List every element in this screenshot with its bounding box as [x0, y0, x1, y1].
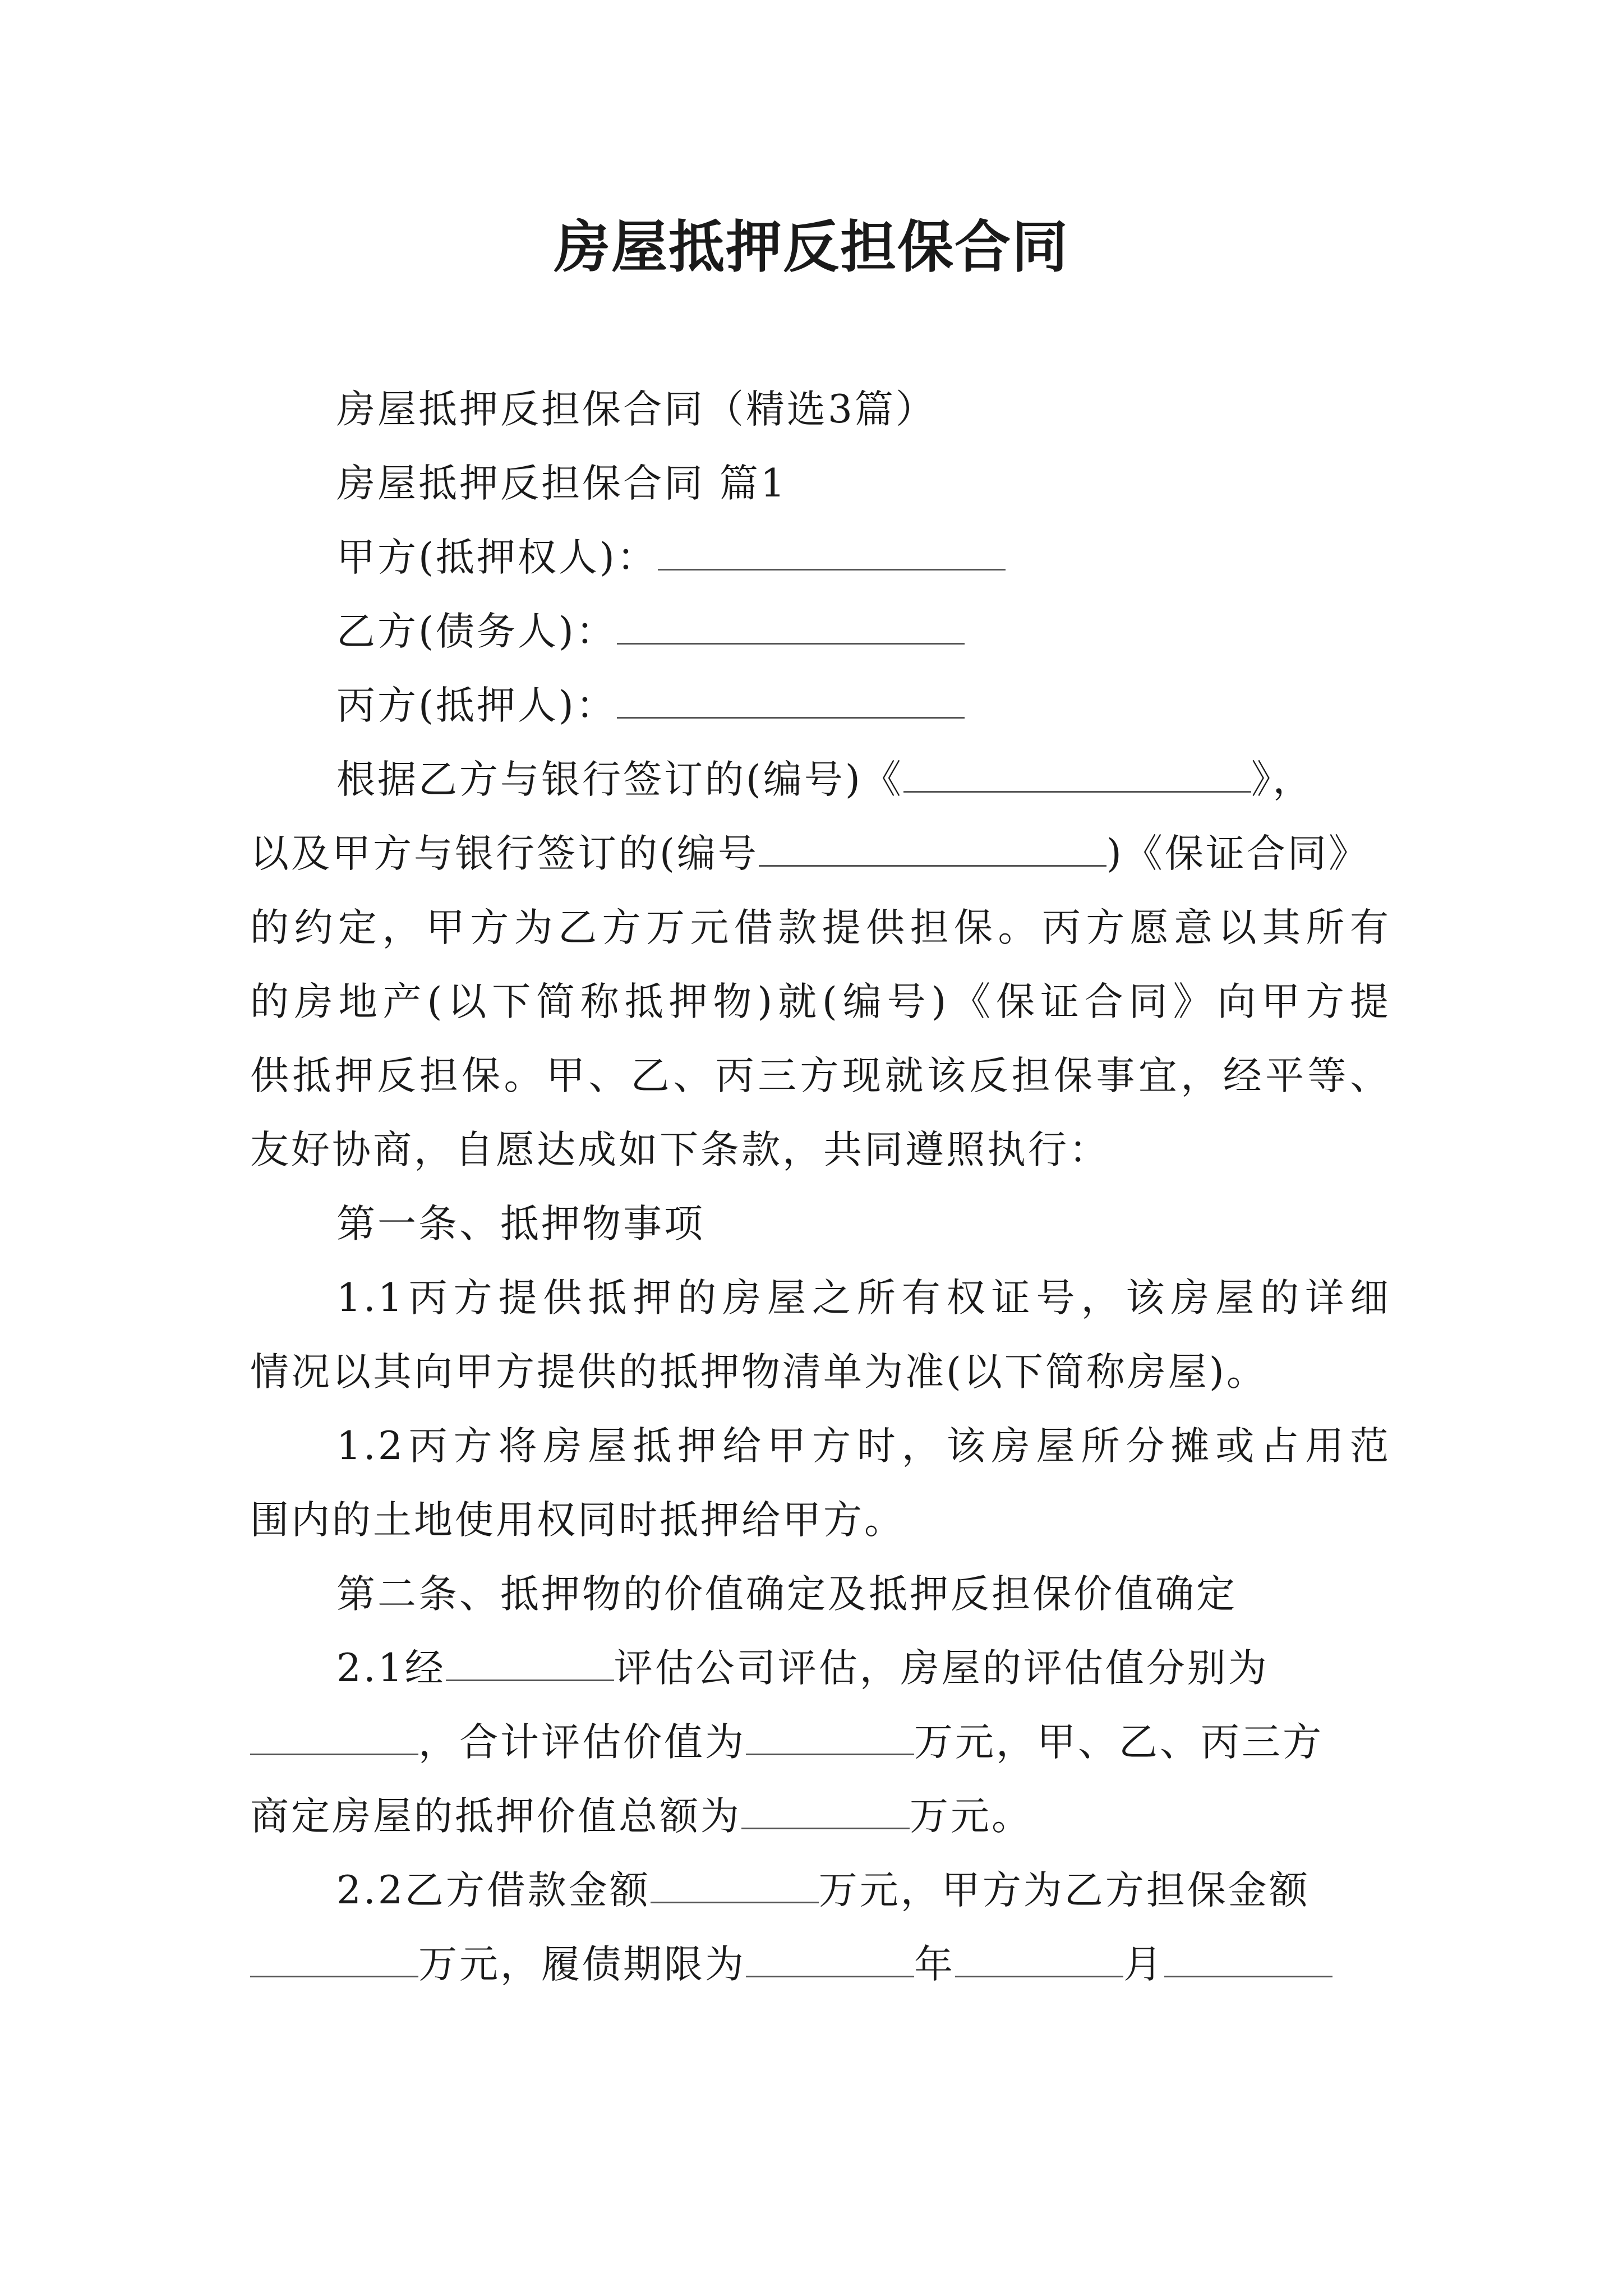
text-segment: 乙方(债务人)： [336, 609, 617, 654]
clause-line [250, 1714, 1391, 1770]
party-c-blank[interactable] [617, 682, 965, 719]
text-segment: 以及甲方与银行签订的(编号 [250, 831, 759, 876]
subtitle-line [336, 381, 1391, 438]
section-heading-line [336, 455, 1391, 512]
party-b-line [336, 604, 1391, 660]
text-segment: 商定房屋的抵押价值总额为 [250, 1794, 741, 1839]
text-segment: 2.2乙方借款金额 [336, 1868, 651, 1913]
text-segment: 万元，履债期限为 [418, 1942, 746, 1987]
text-segment: 甲方(抵押权人)： [336, 535, 658, 580]
document-title: 房屋抵押反担保合同 [554, 214, 1069, 280]
clause-line: 情况以其向甲方提供的抵押物清单为准(以下简称房屋)。 [250, 1350, 1267, 1395]
mortgage-value-blank[interactable] [741, 1793, 910, 1829]
text-segment: 房屋抵押反担保合同（精选3篇） [336, 387, 937, 432]
contract-number-blank[interactable] [903, 756, 1251, 793]
text-segment: 丙方(抵押人)： [336, 683, 617, 728]
total-value-blank[interactable] [746, 1719, 914, 1755]
party-a-blank[interactable] [658, 534, 1006, 570]
clause-line [336, 1640, 1391, 1696]
party-c-line [336, 678, 1391, 734]
paragraph-line [336, 752, 1391, 808]
guarantee-number-blank[interactable] [759, 830, 1106, 867]
term-month-blank[interactable] [955, 1941, 1123, 1977]
guarantee-amount-blank[interactable] [250, 1941, 418, 1977]
clause-line: 围内的土地使用权同时抵押给甲方。 [250, 1498, 905, 1543]
clause-line [250, 1788, 1391, 1844]
term-year-blank[interactable] [746, 1941, 914, 1977]
article-heading: 第一条、抵押物事项 [336, 1202, 705, 1246]
clause-line [336, 1862, 1391, 1918]
paragraph-line: 的约定，甲方为乙方万元借款提供担保。丙方愿意以其所有 [250, 905, 1391, 950]
clause-line: 1.1丙方提供抵押的房屋之所有权证号，该房屋的详细 [336, 1276, 1391, 1320]
loan-amount-blank[interactable] [651, 1867, 819, 1903]
appraisal-company-blank[interactable] [446, 1645, 614, 1681]
text-segment: 万元，甲方为乙方担保金额 [818, 1868, 1310, 1913]
party-a-line [336, 530, 1391, 586]
text-segment: 万元，甲、乙、丙三方 [914, 1720, 1324, 1765]
text-segment: )《保证合同》 [1106, 831, 1370, 876]
text-segment: 》， [1251, 757, 1314, 802]
text-segment: 房屋抵押反担保合同 篇1 [336, 461, 787, 506]
text-segment: ，合计评估价值为 [418, 1720, 746, 1765]
article-heading: 第二条、抵押物的价值确定及抵押反担保价值确定 [336, 1572, 1237, 1617]
paragraph-line: 供抵押反担保。甲、乙、丙三方现就该反担保事宜，经平等、 [250, 1053, 1391, 1098]
text-segment: 年 [914, 1942, 955, 1987]
text-segment: 根据乙方与银行签订的(编号)《 [336, 757, 903, 802]
clause-line: 1.2丙方将房屋抵押给甲方时，该房屋所分摊或占用范 [336, 1424, 1391, 1469]
text-segment: 月 [1123, 1942, 1164, 1987]
term-day-blank[interactable] [1164, 1941, 1332, 1977]
text-segment: 万元。 [910, 1794, 1032, 1839]
text-segment: 评估公司评估，房屋的评估值分别为 [614, 1646, 1269, 1691]
paragraph-line: 友好协商，自愿达成如下条款，共同遵照执行： [250, 1128, 1110, 1172]
clause-line [250, 1936, 1391, 1993]
text-segment: 2.1经 [336, 1646, 446, 1691]
party-b-blank[interactable] [617, 608, 965, 645]
appraisal-value-blank[interactable] [250, 1719, 418, 1755]
paragraph-line: 的房地产(以下简称抵押物)就(编号)《保证合同》向甲方提 [250, 979, 1391, 1024]
paragraph-line [250, 826, 1391, 882]
